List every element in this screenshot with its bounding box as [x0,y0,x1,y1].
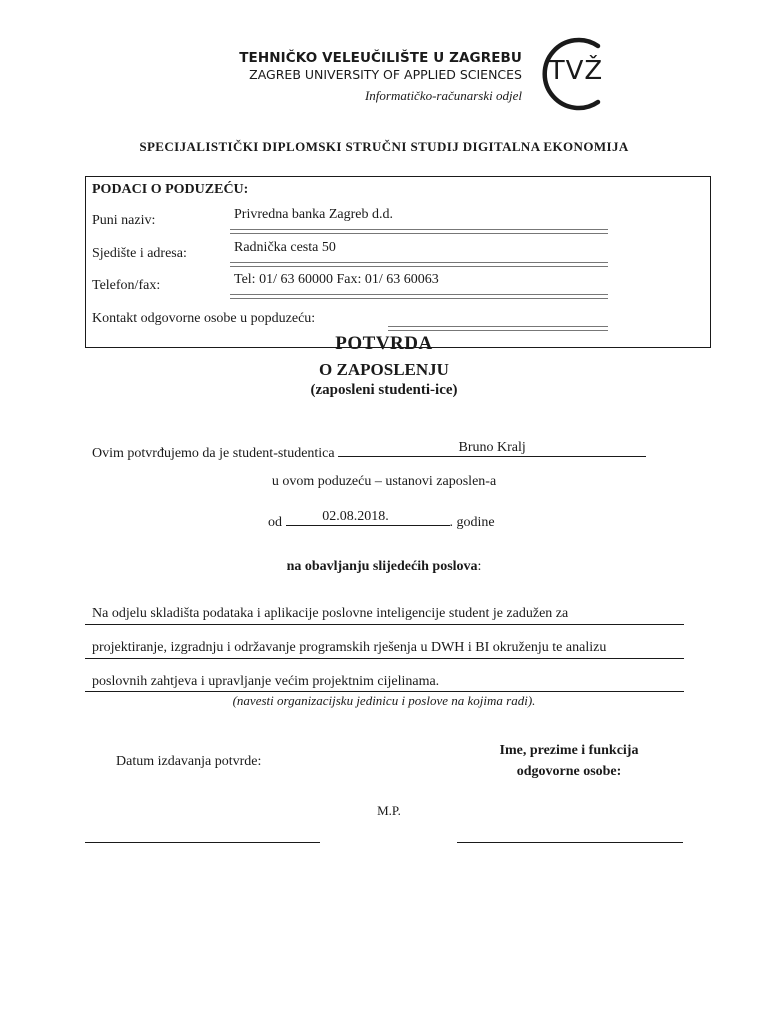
document-subtitle: O ZAPOSLENJU [319,360,449,379]
duties-line-3: poslovnih zahtjeva i upravljanje većim projektnim cijelinama. [92,674,440,689]
confirmation-text: Ovim potvrđujemo da je student-studentica [92,446,335,461]
duties-rule-3 [85,691,684,692]
student-name-field [338,440,646,457]
responsible-label-2: odgovorne osobe: [516,764,622,779]
full-name-line [230,229,608,234]
department-name: Informatičko-računarski odjel [364,88,522,103]
responsible-signature-line [457,842,683,843]
contact-line [388,326,608,331]
stamp-label: M.P. [377,803,401,818]
student-name-value: Bruno Kralj [458,440,526,455]
phone-line [230,294,608,299]
phone-value: Tel: 01/ 63 60000 Fax: 01/ 63 60063 [234,272,439,287]
duties-rule-2 [85,658,684,659]
issue-date-signature-line [85,842,320,843]
confirmation-line [92,440,646,462]
duties-line-2: projektiranje, izgradnju i održavanje programskih rješenja u DWH i BI okruženju te analizu [92,640,607,655]
from-label: od [268,515,282,530]
from-date-value: 02.08.2018. [322,509,389,524]
contact-label: Kontakt odgovorne osobe u popduzeću: [92,311,316,326]
logo-text: TVŽ [548,56,604,86]
address-label: Sjedište i adresa: [92,246,187,261]
duties-heading-colon: : [477,559,482,574]
company-section-title: PODACI O PODUZEĆU: [92,182,249,197]
phone-label: Telefon/fax: [92,278,161,293]
duties-heading: na obavljanju slijedećih poslova [286,559,478,574]
document-subtitle-note: (zaposleni studenti-ice) [310,382,458,398]
institution-name-en: ZAGREB UNIVERSITY OF APPLIED SCIENCES [249,67,522,82]
address-value: Radnička cesta 50 [234,240,336,255]
issue-date-label: Datum izdavanja potvrde: [116,754,262,769]
year-suffix: . godine [449,515,495,530]
address-line [230,262,608,267]
duties-hint: (navesti organizacijsku jedinicu i poslove na kojima radi). [232,693,536,708]
full-name-value: Privredna banka Zagreb d.d. [234,207,393,222]
duties-heading-line [0,559,768,575]
responsible-label-1: Ime, prezime i funkcija [499,743,639,758]
duties-line-1: Na odjelu skladišta podataka i aplikacije poslovne inteligencije student je zadužen za [92,606,569,621]
from-date-line [268,509,495,531]
institution-name-hr: TEHNIČKO VELEUČILIŠTE U ZAGREBU [239,50,522,66]
duties-rule-1 [85,624,684,625]
from-date-field [286,509,450,526]
full-name-label: Puni naziv: [92,213,156,228]
employed-text: u ovom poduzeću – ustanovi zaposlen-a [271,474,497,489]
study-program-title: SPECIJALISTIČKI DIPLOMSKI STRUČNI STUDIJ DIGITALNA EKONOMIJA [139,139,629,154]
document-title: POTVRDA [335,333,433,354]
